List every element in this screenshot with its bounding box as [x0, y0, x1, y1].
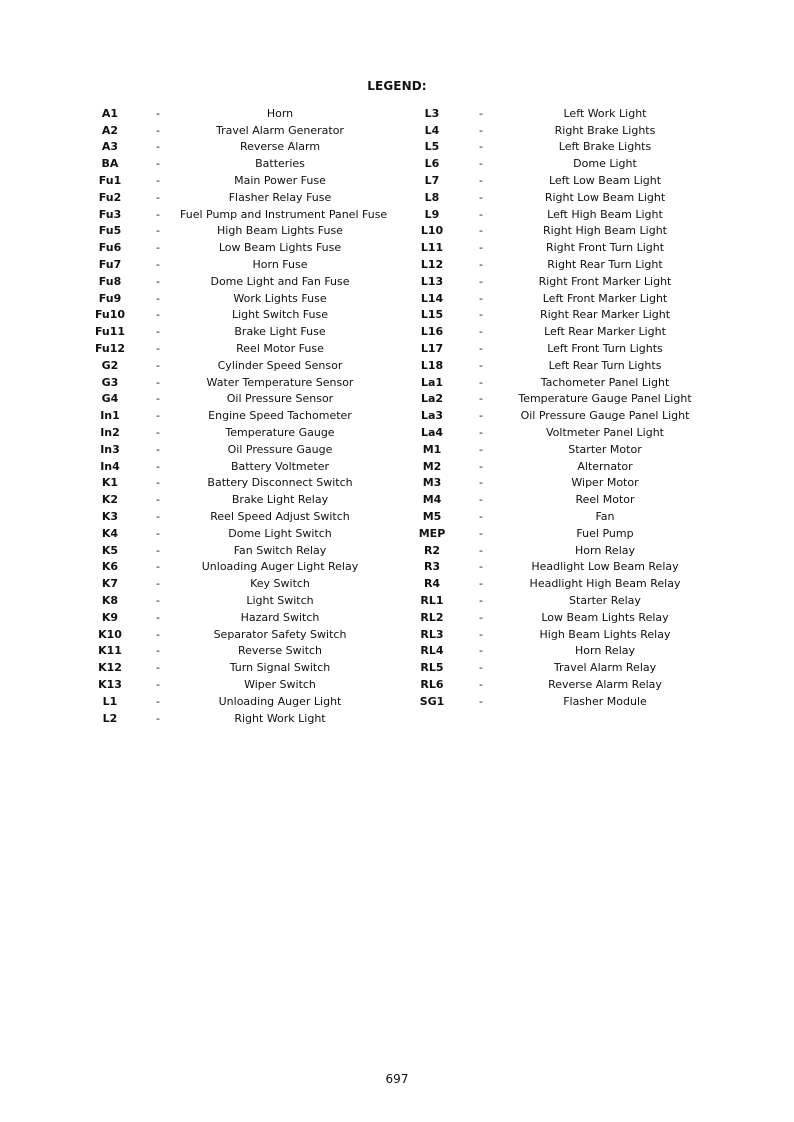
legend-separator: -: [479, 526, 483, 540]
legend-code: RL6: [420, 677, 444, 691]
legend-description: Temperature Gauge Panel Light: [518, 392, 692, 406]
legend-separator: -: [156, 476, 160, 490]
legend-description: Right Rear Marker Light: [539, 308, 671, 322]
legend-separator: -: [479, 308, 483, 322]
legend-description: Left Front Marker Light: [542, 291, 668, 305]
legend-separator: -: [479, 594, 483, 607]
legend-separator: -: [479, 325, 483, 339]
legend-separator: -: [479, 140, 483, 154]
legend-description: Light Switch: [246, 594, 314, 607]
legend-description: Right High Beam Light: [543, 224, 667, 238]
legend-column-left: [84, 105, 404, 726]
legend-row: [407, 172, 707, 189]
legend-code: K3: [101, 510, 119, 524]
legend-description: Travel Alarm Generator: [216, 123, 344, 137]
legend-code: Fu2: [98, 190, 122, 204]
legend-separator: -: [479, 157, 483, 171]
legend-code: K8: [101, 594, 119, 607]
legend-separator: -: [156, 123, 160, 137]
legend-description: Wiper Switch: [244, 677, 316, 691]
legend-code: Fu11: [94, 325, 126, 339]
legend-row: [407, 659, 707, 676]
legend-description: Right Work Light: [234, 711, 326, 725]
legend-description: Key Switch: [250, 577, 310, 591]
legend-separator: -: [479, 123, 483, 137]
legend-description: Engine Speed Tachometer: [208, 409, 352, 423]
legend-description: Water Temperature Sensor: [206, 375, 354, 389]
legend-description: Oil Pressure Gauge Panel Light: [520, 409, 690, 423]
legend-separator: -: [156, 594, 160, 607]
legend-description: Reverse Switch: [237, 644, 323, 658]
legend-row: [407, 307, 707, 324]
legend-description: Right Rear Turn Light: [547, 258, 663, 272]
legend-row: [84, 491, 404, 508]
legend-code: G2: [101, 358, 119, 372]
legend-code: Fu1: [98, 174, 122, 188]
legend-description: Right Low Beam Light: [544, 190, 666, 204]
legend-row: [407, 525, 707, 542]
legend-description: Battery Disconnect Switch: [207, 476, 353, 490]
legend-description: Main Power Fuse: [234, 174, 326, 188]
legend-description: Light Switch Fuse: [231, 308, 328, 322]
legend-description: Wiper Motor: [571, 476, 639, 490]
legend-separator: -: [156, 627, 160, 641]
legend-code: R3: [423, 560, 441, 574]
legend-row: [407, 441, 707, 458]
legend-separator: -: [156, 375, 160, 389]
legend-row: [84, 407, 404, 424]
legend-description: Oil Pressure Sensor: [226, 392, 334, 406]
legend-row: [407, 458, 707, 475]
legend-description: Fan: [595, 510, 615, 524]
legend-description: Dome Light and Fan Fuse: [210, 274, 350, 288]
legend-row: [84, 206, 404, 223]
legend-code: G4: [101, 392, 119, 406]
legend-description: Fan Switch Relay: [233, 543, 327, 557]
legend-description: High Beam Lights Relay: [539, 627, 671, 641]
legend-description: Work Lights Fuse: [233, 291, 327, 305]
legend-row: [407, 223, 707, 240]
legend-code: L7: [424, 174, 440, 188]
legend-description: Brake Light Relay: [231, 493, 329, 507]
legend-code: La3: [420, 409, 444, 423]
legend-code: K11: [98, 644, 122, 658]
legend-row: [407, 407, 707, 424]
legend-separator: -: [156, 661, 160, 675]
legend-description: Left High Beam Light: [547, 207, 663, 221]
legend-description: Reel Speed Adjust Switch: [210, 510, 350, 524]
legend-code: M5: [422, 510, 442, 524]
legend-code: L12: [420, 258, 444, 272]
legend-code: M3: [422, 476, 442, 490]
legend-row: [84, 189, 404, 206]
legend-code: Fu5: [98, 224, 122, 238]
legend-separator: -: [479, 610, 483, 624]
legend-separator: -: [479, 543, 483, 557]
legend-code: K9: [101, 610, 119, 624]
legend-description: Starter Motor: [568, 442, 642, 456]
legend-description: Flasher Module: [563, 694, 647, 708]
page-number: 697: [385, 1072, 409, 1086]
legend-separator: -: [479, 493, 483, 507]
legend-code: L15: [420, 308, 444, 322]
legend-separator: -: [156, 677, 160, 691]
legend-code: La2: [420, 392, 444, 406]
legend-row: [84, 374, 404, 391]
legend-code: L5: [424, 140, 440, 154]
legend-description: Battery Voltmeter: [230, 459, 330, 473]
legend-row: [84, 626, 404, 643]
legend-description: Headlight Low Beam Relay: [531, 560, 679, 574]
legend-row: [407, 256, 707, 273]
legend-code: A1: [101, 106, 119, 120]
legend-separator: -: [156, 543, 160, 557]
legend-separator: -: [479, 291, 483, 305]
legend-description: Horn: [266, 106, 294, 120]
legend-description: Horn Relay: [574, 644, 636, 658]
legend-code: Fu7: [98, 258, 122, 272]
legend-code: In2: [100, 426, 120, 440]
legend-separator: -: [479, 661, 483, 675]
legend-separator: -: [479, 241, 483, 255]
legend-code: L4: [424, 123, 440, 137]
legend-code: K5: [101, 543, 119, 557]
legend-description: Unloading Auger Light: [218, 694, 342, 708]
legend-description: Alternator: [577, 459, 633, 473]
legend-description: Separator Safety Switch: [213, 627, 347, 641]
legend-code: In3: [100, 442, 120, 456]
legend-description: Turn Signal Switch: [229, 661, 331, 675]
legend-code: L16: [420, 325, 444, 339]
legend-code: In4: [100, 459, 120, 473]
legend-description: Left Brake Lights: [558, 140, 652, 154]
legend-separator: -: [479, 358, 483, 372]
legend-row: [407, 391, 707, 408]
legend-separator: -: [479, 459, 483, 473]
legend-code: L9: [424, 207, 440, 221]
legend-row: [407, 206, 707, 223]
legend-separator: -: [479, 677, 483, 691]
legend-separator: -: [479, 510, 483, 524]
legend-column-right: [407, 105, 707, 710]
legend-code: L10: [420, 224, 444, 238]
legend-row: [84, 693, 404, 710]
legend-row: [84, 525, 404, 542]
legend-row: [84, 239, 404, 256]
legend-code: In1: [100, 409, 120, 423]
legend-row: [84, 659, 404, 676]
legend-description: Reel Motor: [575, 493, 635, 507]
legend-row: [407, 626, 707, 643]
legend-description: Left Rear Marker Light: [544, 325, 666, 339]
legend-separator: -: [156, 560, 160, 574]
legend-code: A2: [101, 123, 119, 137]
legend-row: [84, 424, 404, 441]
legend-code: RL4: [420, 644, 444, 658]
legend-row: [407, 122, 707, 139]
legend-row: [407, 189, 707, 206]
legend-description: Fuel Pump: [576, 526, 634, 540]
legend-row: [407, 105, 707, 122]
legend-row: [407, 508, 707, 525]
legend-code: L1: [102, 694, 118, 708]
legend-separator: -: [156, 644, 160, 658]
legend-code: K6: [101, 560, 119, 574]
legend-separator: -: [479, 409, 483, 423]
legend-row: [407, 139, 707, 156]
legend-separator: -: [156, 241, 160, 255]
legend-description: Hazard Switch: [240, 610, 320, 624]
legend-separator: -: [479, 627, 483, 641]
legend-code: K7: [101, 577, 119, 591]
legend-separator: -: [479, 224, 483, 238]
legend-row: [407, 676, 707, 693]
legend-description: Left Rear Turn Lights: [548, 358, 662, 372]
legend-separator: -: [156, 426, 160, 440]
legend-code: K2: [101, 493, 119, 507]
legend-code: R2: [423, 543, 441, 557]
legend-separator: -: [479, 190, 483, 204]
legend-row: [84, 710, 404, 727]
legend-row: [407, 155, 707, 172]
legend-row: [84, 307, 404, 324]
legend-code: L6: [424, 157, 440, 171]
legend-description: Horn Relay: [574, 543, 636, 557]
legend-separator: -: [479, 392, 483, 406]
legend-separator: -: [156, 409, 160, 423]
legend-separator: -: [479, 207, 483, 221]
legend-row: [407, 340, 707, 357]
legend-code: K1: [101, 476, 119, 490]
legend-row: [407, 357, 707, 374]
legend-row: [84, 592, 404, 609]
legend-description: Right Brake Lights: [554, 123, 656, 137]
legend-separator: -: [156, 308, 160, 322]
legend-separator: -: [479, 476, 483, 490]
legend-description: Starter Relay: [569, 594, 641, 607]
legend-row: [84, 122, 404, 139]
legend-row: [407, 323, 707, 340]
legend-description: Reel Motor Fuse: [236, 342, 324, 356]
legend-separator: -: [479, 274, 483, 288]
legend-row: [84, 609, 404, 626]
legend-description: Brake Light Fuse: [234, 325, 326, 339]
legend-code: Fu3: [98, 207, 122, 221]
legend-description: Dome Light: [573, 157, 637, 171]
legend-description: Flasher Relay Fuse: [228, 190, 332, 204]
legend-description: Horn Fuse: [252, 258, 308, 272]
legend-separator: -: [479, 342, 483, 356]
legend-row: [84, 391, 404, 408]
legend-description: Oil Pressure Gauge: [227, 442, 333, 456]
legend-row: [407, 592, 707, 609]
legend-separator: -: [479, 560, 483, 574]
legend-description: High Beam Lights Fuse: [217, 224, 343, 238]
legend-row: [407, 424, 707, 441]
legend-code: M1: [422, 442, 442, 456]
legend-code: K4: [101, 526, 119, 540]
legend-code: L14: [420, 291, 444, 305]
legend-separator: -: [156, 577, 160, 591]
legend-description: Left Work Light: [563, 106, 647, 120]
legend-separator: -: [156, 174, 160, 188]
legend-row: [407, 643, 707, 660]
legend-description: Right Front Marker Light: [538, 274, 672, 288]
legend-separator: -: [156, 207, 160, 221]
legend-separator: -: [156, 711, 160, 725]
legend-code: L3: [424, 106, 440, 120]
legend-separator: -: [156, 157, 160, 171]
legend-code: RL1: [420, 594, 444, 607]
legend-code: M2: [422, 459, 442, 473]
legend-code: L11: [420, 241, 444, 255]
legend-code: K10: [98, 627, 122, 641]
legend-row: [407, 374, 707, 391]
legend-row: [84, 508, 404, 525]
legend-description: Fuel Pump and Instrument Panel Fuse: [180, 207, 388, 221]
legend-separator: -: [479, 106, 483, 120]
legend-row: [84, 172, 404, 189]
legend-separator: -: [156, 358, 160, 372]
legend-description: Reverse Alarm Relay: [548, 677, 662, 691]
legend-separator: -: [156, 442, 160, 456]
legend-separator: -: [156, 342, 160, 356]
legend-row: [407, 559, 707, 576]
legend-separator: -: [479, 644, 483, 658]
legend-row: [84, 676, 404, 693]
legend-row: [84, 575, 404, 592]
legend-code: MEP: [418, 526, 446, 540]
legend-row: [84, 542, 404, 559]
legend-description: Reverse Alarm: [239, 140, 321, 154]
legend-separator: -: [156, 291, 160, 305]
legend-description: Travel Alarm Relay: [553, 661, 657, 675]
legend-code: La1: [420, 375, 444, 389]
legend-row: [407, 273, 707, 290]
legend-separator: -: [156, 526, 160, 540]
legend-row: [407, 575, 707, 592]
legend-row: [84, 643, 404, 660]
legend-code: RL3: [420, 627, 444, 641]
legend-row: [407, 491, 707, 508]
legend-row: [84, 323, 404, 340]
legend-separator: -: [156, 325, 160, 339]
legend-code: BA: [101, 157, 119, 171]
legend-row: [84, 223, 404, 240]
legend-separator: -: [156, 274, 160, 288]
legend-separator: -: [479, 375, 483, 389]
legend-separator: -: [156, 140, 160, 154]
legend-row: [84, 340, 404, 357]
legend-row: [84, 155, 404, 172]
legend-code: K12: [98, 661, 122, 675]
legend-separator: -: [479, 258, 483, 272]
legend-code: A3: [101, 140, 119, 154]
legend-code: Fu6: [98, 241, 122, 255]
legend-code: RL2: [420, 610, 444, 624]
legend-row: [407, 542, 707, 559]
legend-row: [407, 609, 707, 626]
legend-code: L8: [424, 190, 440, 204]
legend-code: L18: [420, 358, 444, 372]
legend-code: L17: [420, 342, 444, 356]
legend-row: [84, 475, 404, 492]
legend-separator: -: [479, 426, 483, 440]
legend-separator: -: [479, 442, 483, 456]
legend-description: Tachometer Panel Light: [540, 375, 670, 389]
legend-code: G3: [101, 375, 119, 389]
legend-description: Headlight High Beam Relay: [529, 577, 681, 591]
legend-code: M4: [422, 493, 442, 507]
legend-row: [407, 693, 707, 710]
legend-row: [84, 273, 404, 290]
legend-separator: -: [156, 224, 160, 238]
legend-description: Temperature Gauge: [225, 426, 335, 440]
legend-code: L2: [102, 711, 118, 725]
legend-description: Left Front Turn Lights: [547, 342, 663, 356]
legend-row: [84, 290, 404, 307]
legend-separator: -: [156, 510, 160, 524]
legend-row: [407, 239, 707, 256]
legend-separator: -: [479, 174, 483, 188]
legend-separator: -: [156, 493, 160, 507]
legend-description: Low Beam Lights Fuse: [218, 241, 342, 255]
legend-code: SG1: [419, 694, 445, 708]
legend-row: [84, 441, 404, 458]
legend-separator: -: [156, 392, 160, 406]
legend-description: Voltmeter Panel Light: [546, 426, 664, 440]
legend-description: Low Beam Lights Relay: [541, 610, 669, 624]
legend-row: [407, 475, 707, 492]
legend-description: Batteries: [255, 157, 305, 171]
legend-code: La4: [420, 426, 444, 440]
legend-separator: -: [156, 190, 160, 204]
legend-code: Fu10: [94, 308, 126, 322]
legend-separator: -: [156, 106, 160, 120]
legend-code: Fu8: [98, 274, 122, 288]
legend-separator: -: [479, 577, 483, 591]
legend-separator: -: [156, 610, 160, 624]
legend-row: [407, 290, 707, 307]
legend-row: [84, 458, 404, 475]
legend-row: [84, 559, 404, 576]
legend-description: Left Low Beam Light: [548, 174, 662, 188]
legend-row: [84, 357, 404, 374]
legend-row: [84, 256, 404, 273]
legend-row: [84, 105, 404, 122]
legend-code: L13: [420, 274, 444, 288]
legend-code: RL5: [420, 661, 444, 675]
legend-description: Cylinder Speed Sensor: [217, 358, 343, 372]
legend-description: Dome Light Switch: [228, 526, 332, 540]
legend-title: LEGEND:: [367, 79, 427, 93]
legend-code: K13: [98, 677, 122, 691]
legend-separator: -: [479, 694, 483, 708]
legend-description: Unloading Auger Light Relay: [201, 560, 359, 574]
legend-code: R4: [423, 577, 441, 591]
legend-row: [84, 139, 404, 156]
legend-code: Fu9: [98, 291, 122, 305]
legend-separator: -: [156, 258, 160, 272]
legend-separator: -: [156, 459, 160, 473]
legend-code: Fu12: [94, 342, 126, 356]
legend-description: Right Front Turn Light: [545, 241, 665, 255]
legend-separator: -: [156, 694, 160, 708]
